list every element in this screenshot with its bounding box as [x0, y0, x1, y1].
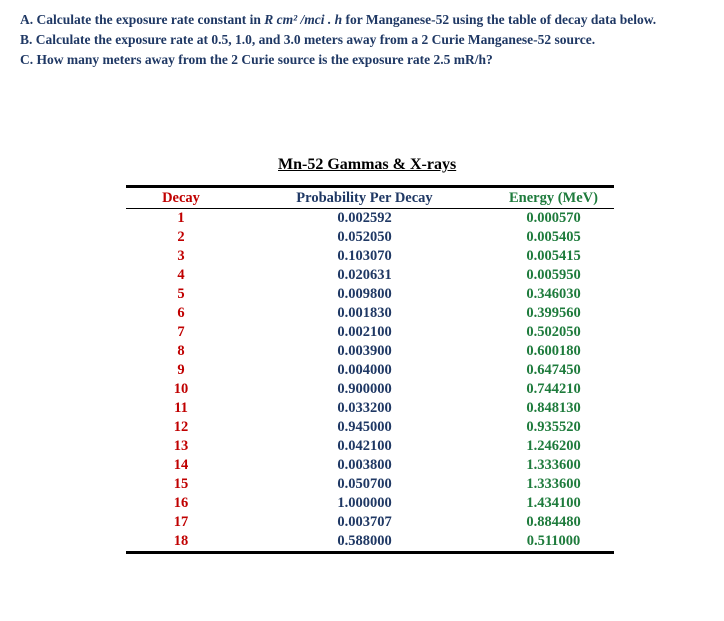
- table-row: [126, 323, 614, 342]
- probability-cell: 0.003900: [337, 343, 392, 359]
- energy-cell: 1.434100: [526, 495, 581, 511]
- question-a: [20, 10, 710, 30]
- energy-cell: 0.744210: [526, 381, 581, 397]
- decay-cell: 5: [177, 286, 185, 302]
- energy-cell: 0.935520: [526, 419, 581, 435]
- table-row: [126, 285, 614, 304]
- table-row: [126, 532, 614, 551]
- probability-cell: 1.000000: [337, 495, 392, 511]
- decay-cell: 11: [174, 400, 188, 416]
- decay-cell: 4: [177, 267, 185, 283]
- probability-cell: 0.003800: [337, 457, 392, 473]
- energy-cell: 0.647450: [526, 362, 581, 378]
- table-row: [126, 380, 614, 399]
- question-block: [20, 10, 710, 70]
- decay-cell: 2: [177, 229, 185, 245]
- question-a-suffix: for Manganese-52 using the table of decay data below.: [345, 12, 657, 27]
- table-row: [126, 494, 614, 513]
- table-row: [126, 361, 614, 380]
- table-row: [126, 418, 614, 437]
- header-decay: Decay: [162, 190, 200, 206]
- table-row: [126, 247, 614, 266]
- decay-table: [126, 185, 614, 554]
- probability-cell: 0.002592: [337, 210, 392, 226]
- probability-cell: 0.033200: [337, 400, 392, 416]
- probability-cell: 0.009800: [337, 286, 392, 302]
- table-row: [126, 399, 614, 418]
- probability-cell: 0.103070: [337, 248, 392, 264]
- decay-cell: 18: [173, 533, 189, 549]
- decay-cell: 14: [173, 457, 189, 473]
- question-a-prefix: A. Calculate the exposure rate constant in: [20, 12, 261, 27]
- table-row: [126, 266, 614, 285]
- energy-cell: 1.246200: [526, 438, 581, 454]
- table-row: [126, 228, 614, 247]
- decay-cell: 6: [177, 305, 185, 321]
- probability-cell: 0.001830: [337, 305, 392, 321]
- table-row: [126, 456, 614, 475]
- probability-cell: 0.003707: [337, 514, 392, 530]
- probability-cell: 0.900000: [337, 381, 392, 397]
- decay-cell: 17: [173, 514, 189, 530]
- decay-cell: 8: [177, 343, 185, 359]
- energy-cell: 0.005950: [526, 267, 581, 283]
- decay-cell: 7: [177, 324, 185, 340]
- energy-cell: 0.600180: [526, 343, 581, 359]
- probability-cell: 0.004000: [337, 362, 392, 378]
- table-title: Mn-52 Gammas & X-rays: [278, 156, 457, 173]
- table-row: [126, 304, 614, 323]
- energy-cell: 0.502050: [526, 324, 581, 340]
- probability-cell: 0.052050: [337, 229, 392, 245]
- table-row: [126, 437, 614, 456]
- table-row: [126, 209, 614, 228]
- decay-cell: 10: [173, 381, 189, 397]
- decay-cell: 1: [177, 210, 185, 226]
- probability-cell: 0.002100: [337, 324, 392, 340]
- decay-cell: 9: [177, 362, 185, 378]
- energy-cell: 0.005405: [526, 229, 581, 245]
- header-probability: Probability Per Decay: [296, 190, 433, 206]
- question-b: B. Calculate the exposure rate at 0.5, 1.0, and 3.0 meters away from a 2 Curie Manganese-52 source.: [20, 32, 596, 47]
- energy-cell: 0.000570: [526, 210, 581, 226]
- probability-cell: 0.042100: [337, 438, 392, 454]
- table-body: [126, 209, 614, 551]
- energy-cell: 0.848130: [526, 400, 581, 416]
- energy-cell: 1.333600: [526, 457, 581, 473]
- probability-cell: 0.588000: [337, 533, 392, 549]
- question-c: C. How many meters away from the 2 Curie source is the exposure rate 2.5 mR/h?: [20, 52, 493, 67]
- energy-cell: 0.511000: [526, 533, 581, 549]
- exposure-unit: R cm² /mci . h: [264, 12, 343, 27]
- probability-cell: 0.020631: [337, 267, 392, 283]
- energy-cell: 0.399560: [526, 305, 581, 321]
- table-header-row: [126, 188, 614, 209]
- decay-cell: 3: [177, 248, 185, 264]
- decay-cell: 16: [173, 495, 189, 511]
- probability-cell: 0.945000: [337, 419, 392, 435]
- decay-cell: 13: [173, 438, 189, 454]
- table-row: [126, 342, 614, 361]
- header-energy: Energy (MeV): [509, 190, 598, 206]
- table-row: [126, 475, 614, 494]
- energy-cell: 0.005415: [526, 248, 581, 264]
- energy-cell: 0.884480: [526, 514, 581, 530]
- energy-cell: 1.333600: [526, 476, 581, 492]
- energy-cell: 0.346030: [526, 286, 581, 302]
- table-row: [126, 513, 614, 532]
- decay-cell: 12: [173, 419, 189, 435]
- decay-cell: 15: [173, 476, 189, 492]
- probability-cell: 0.050700: [337, 476, 392, 492]
